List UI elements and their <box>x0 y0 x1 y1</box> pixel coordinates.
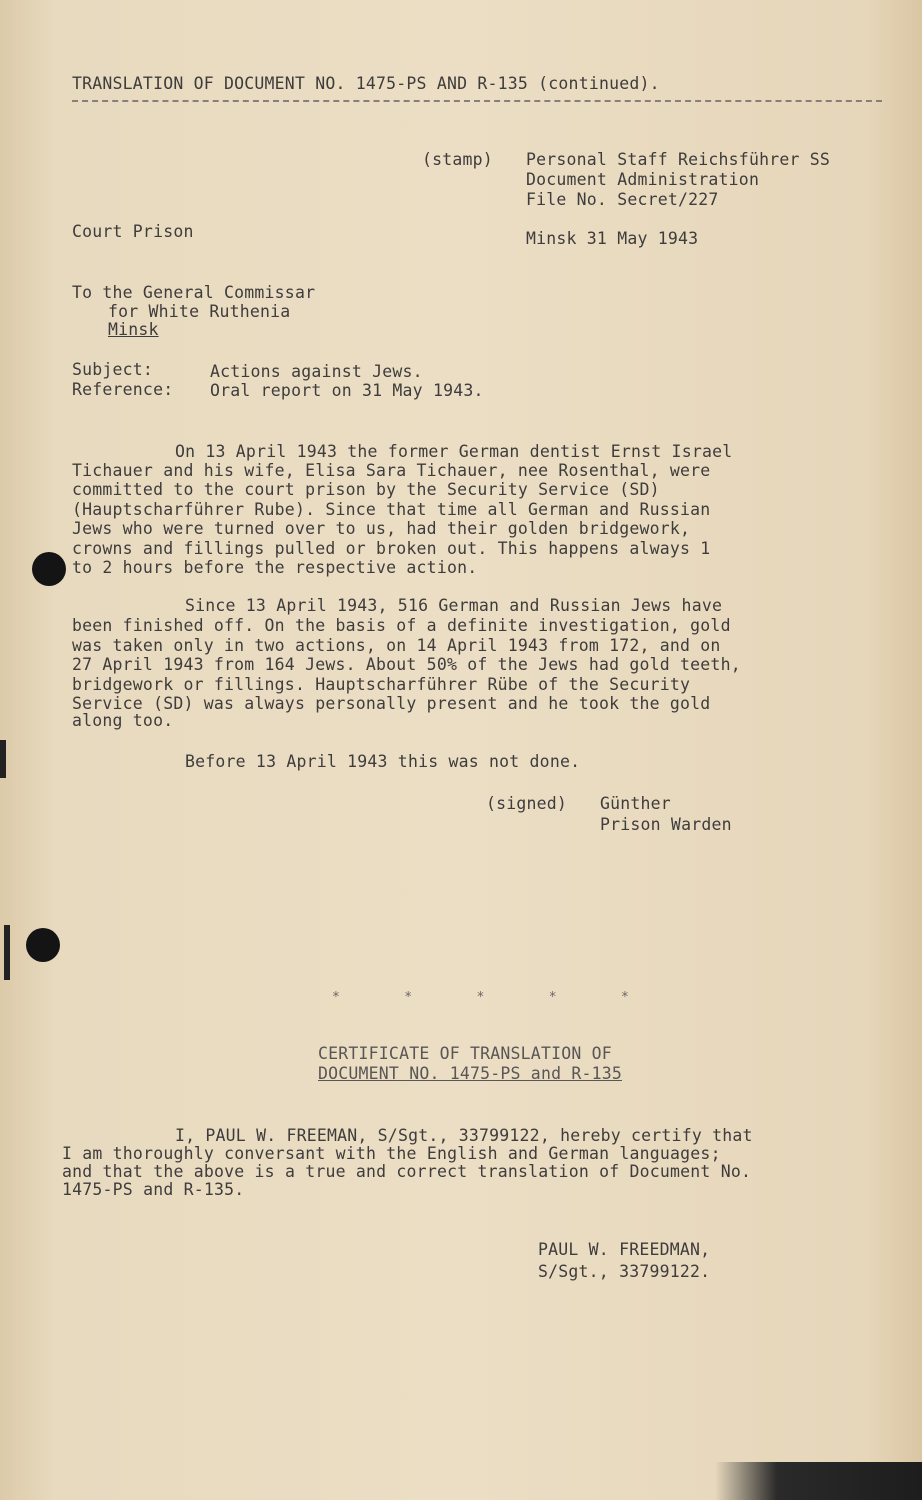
punch-hole <box>26 928 60 962</box>
subject-label: Subject: <box>72 360 154 379</box>
binding-mark <box>0 740 6 778</box>
section-divider: * * * * * <box>332 990 629 1005</box>
sender: Court Prison <box>72 222 194 241</box>
paragraph-3: Before 13 April 1943 this was not done. <box>185 752 581 771</box>
certificate-line: 1475-PS and R-135. <box>62 1180 245 1199</box>
paragraph-line: Jews who were turned over to us, had their golden bridgework, <box>72 519 691 538</box>
punch-hole <box>32 552 66 586</box>
paragraph-line: 27 April 1943 from 164 Jews. About 50% of the Jews had gold teeth, <box>72 655 741 674</box>
paragraph-line: been finished off. On the basis of a definite investigation, gold <box>72 616 731 635</box>
paragraph-line: (Hauptscharführer Rube). Since that time all German and Russian <box>72 500 711 519</box>
paragraph-line: along too. <box>72 711 174 730</box>
scan-edge-shadow <box>715 1462 922 1500</box>
title-dashed-rule <box>72 100 882 102</box>
paragraph-line: Since 13 April 1943, 516 German and Russian Jews have <box>185 596 723 615</box>
paragraph-line: bridgework or fillings. Hauptscharführer Rübe of the Security <box>72 675 691 694</box>
certificate-line: and that the above is a true and correct translation of Document No. <box>62 1162 752 1181</box>
stamp-line-3: File No. Secret/227 <box>526 190 719 209</box>
stamp-line-2: Document Administration <box>526 170 760 189</box>
certificate-heading-2: DOCUMENT NO. 1475-PS and R-135 <box>318 1064 623 1083</box>
certifier-rank: S/Sgt., 33799122. <box>538 1262 711 1281</box>
paragraph-line: Tichauer and his wife, Elisa Sara Tichauer, nee Rosenthal, were <box>72 461 711 480</box>
certificate-line: I, PAUL W. FREEMAN, S/Sgt., 33799122, hereby certify that <box>175 1126 753 1145</box>
subject-value: Actions against Jews. <box>210 362 423 381</box>
stamp-line-1: Personal Staff Reichsführer SS <box>526 150 831 169</box>
certificate-heading-1: CERTIFICATE OF TRANSLATION OF <box>318 1044 612 1063</box>
addressee-line-2: for White Ruthenia <box>108 302 291 321</box>
paragraph-line: committed to the court prison by the Security Service (SD) <box>72 480 660 499</box>
certificate-line: I am thoroughly conversant with the English and German languages; <box>62 1144 721 1163</box>
signer-name: Günther <box>600 794 671 813</box>
addressee-line-3: Minsk <box>108 320 159 339</box>
document-title: TRANSLATION OF DOCUMENT NO. 1475-PS AND R-135 (continued). <box>72 74 660 93</box>
signed-label: (signed) <box>486 794 568 813</box>
binding-mark <box>4 925 10 980</box>
signer-title: Prison Warden <box>600 815 732 834</box>
paragraph-line: On 13 April 1943 the former German dentist Ernst Israel <box>175 442 733 461</box>
paragraph-line: crowns and fillings pulled or broken out. This happens always 1 <box>72 539 711 558</box>
paragraph-line: was taken only in two actions, on 14 April 1943 from 172, and on <box>72 636 721 655</box>
reference-value: Oral report on 31 May 1943. <box>210 381 484 400</box>
certifier-name: PAUL W. FREEDMAN, <box>538 1240 711 1259</box>
reference-label: Reference: <box>72 380 174 399</box>
paragraph-line: Service (SD) was always personally present and he took the gold <box>72 694 711 713</box>
paragraph-line: to 2 hours before the respective action. <box>72 558 478 577</box>
addressee-line-1: To the General Commissar <box>72 283 316 302</box>
letter-date: Minsk 31 May 1943 <box>526 229 699 248</box>
stamp-label: (stamp) <box>422 150 493 169</box>
